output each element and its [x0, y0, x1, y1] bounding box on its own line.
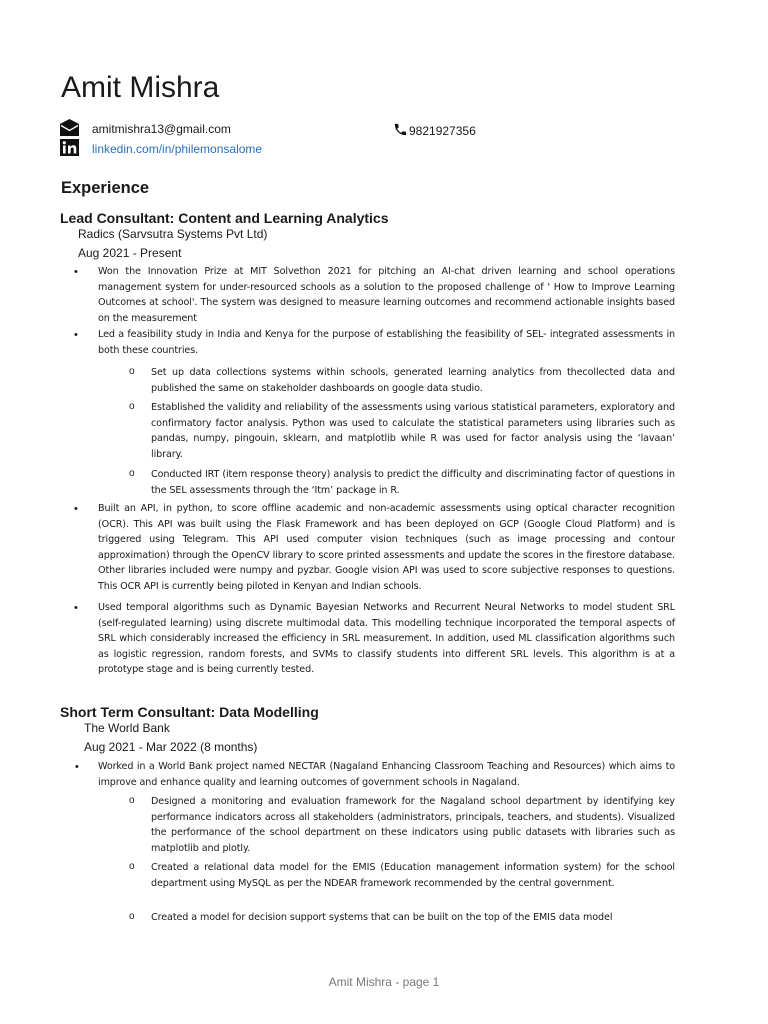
bullet-marker: o: [129, 795, 135, 806]
bullet-text: Used temporal algorithms such as Dynamic Bayesian Networks and Recurrent Neural Networks to model student SRL (self-regulated learning) using discrete multimodal data. This modelling technique incorporated the temporal aspects of SRL which considerably increased the efficiency in SRL measurement. In addition, used ML classification algorithms such as logistic regression, random forests, and SVMs to classify students into different SRL levels. This algorithm is at a prototype stage and is being currently tested.: [98, 602, 675, 676]
phone-icon: [393, 122, 408, 137]
bullet-marker: •: [75, 761, 79, 773]
bullet-text: Set up data collections systems within schools, generated learning analytics from thecollected data and published the same on stakeholder dashboards on google data studio.: [151, 367, 675, 394]
bullet-text: Created a model for decision support systems that can be built on the top of the EMIS data model: [151, 912, 613, 923]
job-dates: Aug 2021 - Mar 2022 (8 months): [84, 740, 258, 754]
job-dates: Aug 2021 - Present: [78, 246, 182, 260]
bullet-marker: •: [74, 503, 78, 515]
bullet-text: Established the validity and reliability of the assessments using various statistical parameters, exploratory and confirmatory factor analysis. Python was used to calculate the statistical parameters using libraries such as pandas, numpy, pingouin, sklearn, and matplotlib while R was used for factor analysis using the ‘lavaan’ library.: [151, 402, 675, 460]
bullet-text: Built an API, in python, to score offline academic and non-academic assessments using optical character recognition (OCR). This API was built using the Flask Framework and has been deployed on GCP (Google Cloud Platform) and is triggered using Telegram. This API used computer vision techniques (such as image processing and contour approximation) through the OpenCV library to score printed assessments and update the scores in the firestore database. Other libraries included were numpy and pyzbar. Google vision API was used to score subjective responses to questions. This OCR API is currently being piloted in Kenyan and Indian schools.: [98, 503, 675, 592]
email-row: [60, 119, 360, 137]
bullet-marker: o: [129, 911, 135, 922]
bullet-marker: •: [74, 266, 78, 278]
candidate-name: Amit Mishra: [61, 71, 220, 104]
job-company: The World Bank: [84, 721, 170, 735]
section-experience-heading: Experience: [61, 179, 150, 197]
bullet-marker: o: [129, 401, 135, 412]
bullet-marker: •: [74, 329, 78, 341]
phone-row: [393, 121, 513, 139]
bullet-marker: •: [74, 602, 78, 614]
email-text[interactable]: amitmishra13@gmail.com: [92, 122, 231, 136]
envelope-icon: [60, 119, 79, 136]
bullet-text: Created a relational data model for the EMIS (Education management information system) for the school department using MySQL as per the NDEAR framework recommended by the central government.: [151, 862, 675, 889]
bullet-marker: o: [129, 366, 135, 377]
page-footer: Amit Mishra - page 1: [328, 975, 440, 989]
linkedin-row: [60, 139, 360, 157]
bullet-marker: o: [129, 468, 135, 479]
phone-text[interactable]: 9821927356: [409, 124, 476, 138]
linkedin-icon: [60, 139, 79, 156]
bullet-text: Worked in a World Bank project named NECTAR (Nagaland Enhancing Classroom Teaching and Resources) which aims to improve and enhance quality and learning outcomes of government schools in Nagaland.: [98, 761, 675, 788]
job-title: Short Term Consultant: Data Modelling: [60, 704, 319, 720]
job-title: Lead Consultant: Content and Learning Analytics: [60, 210, 389, 226]
bullet-text: Led a feasibility study in India and Kenya for the purpose of establishing the feasibility of SEL- integrated assessments in both these countries.: [98, 329, 675, 356]
linkedin-link[interactable]: linkedin.com/in/philemonsalome: [92, 142, 263, 156]
bullet-text: Won the Innovation Prize at MIT Solvethon 2021 for pitching an AI-chat driven learning and school operations management system for under-resourced schools as a solution to the proposed challenge of ' How to Improve Learning Outcomes at school'. The system was designed to measure learning outcomes and recommend actionable insights based on the measurement: [98, 266, 675, 324]
bullet-text: Designed a monitoring and evaluation framework for the Nagaland school department by identifying key performance indicators across all stakeholders (administrators, principals, teachers, and students). Visualized the performance of the school department on these indicators using public datasets with libraries such as matplotlib and plotly.: [151, 796, 675, 854]
job-company: Radics (Sarvsutra Systems Pvt Ltd): [78, 227, 268, 241]
bullet-text: Conducted IRT (item response theory) analysis to predict the difficulty and discriminating factor of questions in the SEL assessments through the ‘Itm’ package in R.: [151, 469, 675, 496]
bullet-marker: o: [129, 861, 135, 872]
